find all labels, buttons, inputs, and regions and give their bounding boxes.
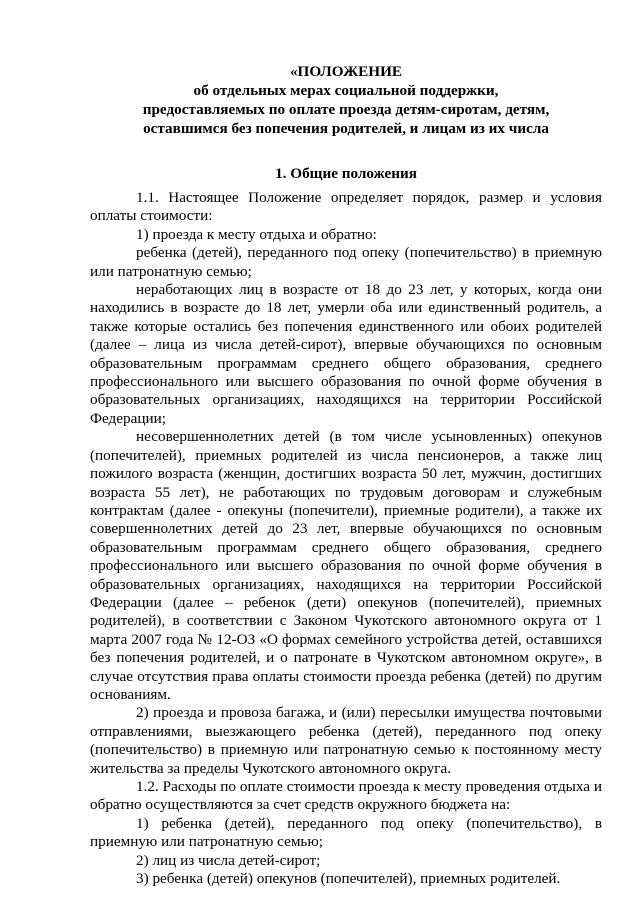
title-line: предоставляемых по оплате проезда детям-сиротам, детям, bbox=[142, 101, 550, 118]
document-title bbox=[90, 62, 602, 138]
title-line: «ПОЛОЖЕНИЕ bbox=[289, 63, 403, 80]
paragraph: 3) ребенка (детей) опекунов (попечителей), приемных родителей. bbox=[136, 870, 561, 888]
paragraph: 1.2. Расходы по оплате стоимости проезда к месту проведения отдыха и обратно осуществляются за счет средств окружного бюджета на: bbox=[90, 778, 602, 814]
paragraph: 2) лиц из числа детей-сирот; bbox=[136, 851, 321, 869]
document-body bbox=[90, 189, 602, 888]
paragraph: 2) проезда и провоза багажа, и (или) пересылки имущества почтовыми отправлениями, выезжающего ребенка (детей), переданного под опеку (попечительство) в приемную или патронатную семью к постоянному месту жительства за пределы Чукотского автономного округа. bbox=[90, 704, 602, 777]
title-line: об отдельных мерах социальной поддержки, bbox=[193, 82, 499, 99]
paragraph: 1) проезда к месту отдыха и обратно: bbox=[136, 225, 377, 243]
paragraph: несовершеннолетних детей (в том числе усыновленных) опекунов (попечителей), приемных родителей из числа пенсионеров, а также лиц пожилого возраста (женщин, достигших возраста 50 лет, мужчин, достигших возраста 55 лет), не работающих по трудовым договорам и служебным контрактам (далее - опекуны (попечители), приемные родители), а также их совершеннолетних детей до 23 лет, впервые обучающихся по основным образовательным программам среднего общего образования, среднего профессионального или высшего образования по очной форме обучения в образовательных организациях, находящихся на территории Российской Федерации (далее – ребенок (дети) опекунов (попечителей), приемных родителей), в соответствии с Законом Чукотского автономного округа от 1 марта 2007 года № 12-ОЗ «О формах семейного устройства детей, оставшихся без попечения родителей, и о патронате в Чукотском автономном округе», в случае отсутствия права оплаты стоимости проезда ребенка (детей) по другим основаниям. bbox=[90, 428, 602, 703]
paragraph: ребенка (детей), переданного под опеку (попечительство) в приемную или патронатную семью; bbox=[90, 244, 602, 280]
title-line: оставшимся без попечения родителей, и лицам из их числа bbox=[143, 120, 549, 137]
section-heading: 1. Общие положения bbox=[275, 165, 417, 182]
paragraph: неработающих лиц в возрасте от 18 до 23 лет, у которых, когда они находились в возрасте до 18 лет, умерли оба или единственный родитель, а также которые остались без попечения единственного или обоих родителей (далее – лица из числа детей-сирот), впервые обучающихся по основным образовательным программам среднего общего образования, среднего профессионального или высшего образования по очной форме обучения в образовательных организациях, находящихся на территории Российской Федерации; bbox=[90, 281, 602, 427]
paragraph: 1.1. Настоящее Положение определяет порядок, размер и условия оплаты стоимости: bbox=[90, 189, 602, 225]
paragraph: 1) ребенка (детей), переданного под опеку (попечительство), в приемную или патронатную семью; bbox=[90, 814, 602, 851]
